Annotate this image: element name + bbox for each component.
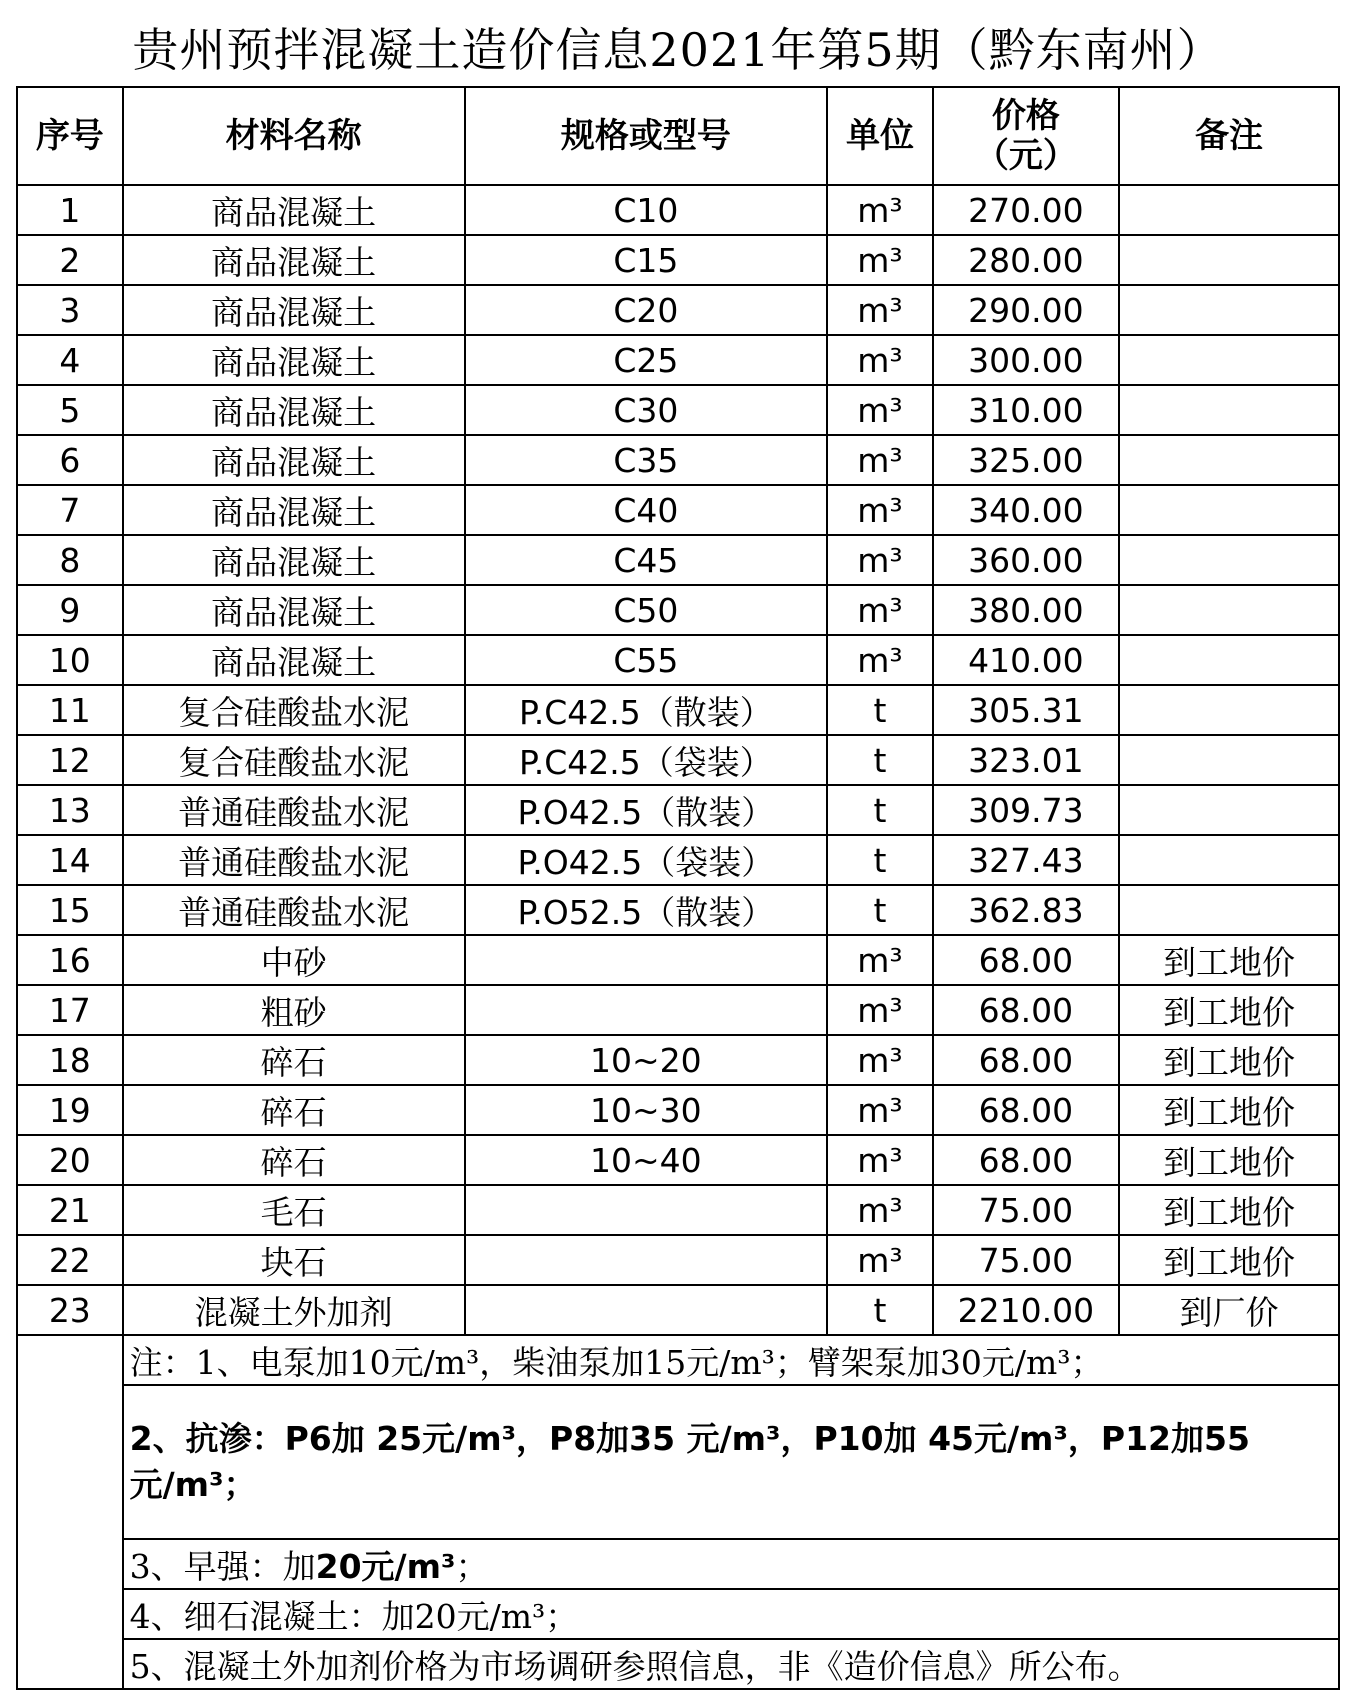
header-spec: 规格或型号 — [465, 87, 828, 185]
cell-no: 15 — [17, 885, 123, 935]
table-row — [17, 685, 1339, 735]
note-blank-cell — [17, 1335, 123, 1689]
cell-price: 309.73 — [933, 785, 1119, 835]
cell-unit: m³ — [827, 1235, 933, 1285]
note-4: 4、细石混凝土：加20元/m³； — [123, 1589, 1339, 1639]
cell-price: 68.00 — [933, 985, 1119, 1035]
cell-remark — [1119, 335, 1339, 385]
cell-unit: m³ — [827, 435, 933, 485]
table-row — [17, 635, 1339, 685]
table-header-row — [17, 87, 1339, 185]
cell-price: 68.00 — [933, 1135, 1119, 1185]
cell-unit: m³ — [827, 635, 933, 685]
cell-price: 270.00 — [933, 185, 1119, 235]
table-row — [17, 235, 1339, 285]
cell-price: 280.00 — [933, 235, 1119, 285]
cell-name: 碎石 — [123, 1135, 465, 1185]
price-table — [16, 86, 1340, 1690]
cell-price: 68.00 — [933, 1035, 1119, 1085]
cell-spec — [465, 1185, 828, 1235]
table-row — [17, 1085, 1339, 1135]
page-title: 贵州预拌混凝土造价信息2021年第5期（黔东南州） — [132, 23, 1224, 77]
cell-unit: m³ — [827, 385, 933, 435]
table-row — [17, 185, 1339, 235]
cell-name: 商品混凝土 — [123, 185, 465, 235]
cell-name: 商品混凝土 — [123, 585, 465, 635]
cell-name: 普通硅酸盐水泥 — [123, 885, 465, 935]
cell-unit: m³ — [827, 335, 933, 385]
note-row — [17, 1539, 1339, 1589]
table-row — [17, 1235, 1339, 1285]
cell-price: 290.00 — [933, 285, 1119, 335]
table-row — [17, 785, 1339, 835]
cell-no: 7 — [17, 485, 123, 535]
cell-remark: 到工地价 — [1119, 1185, 1339, 1235]
cell-remark: 到工地价 — [1119, 1085, 1339, 1135]
cell-no: 2 — [17, 235, 123, 285]
note-row — [17, 1335, 1339, 1385]
cell-name: 中砂 — [123, 935, 465, 985]
cell-price: 305.31 — [933, 685, 1119, 735]
cell-spec — [465, 935, 828, 985]
cell-price: 323.01 — [933, 735, 1119, 785]
cell-remark — [1119, 785, 1339, 835]
cell-no: 17 — [17, 985, 123, 1035]
cell-no: 8 — [17, 535, 123, 585]
cell-unit: m³ — [827, 485, 933, 535]
cell-no: 18 — [17, 1035, 123, 1085]
cell-name: 块石 — [123, 1235, 465, 1285]
cell-remark: 到工地价 — [1119, 935, 1339, 985]
cell-remark: 到工地价 — [1119, 985, 1339, 1035]
cell-name: 普通硅酸盐水泥 — [123, 785, 465, 835]
cell-no: 11 — [17, 685, 123, 735]
cell-unit: m³ — [827, 585, 933, 635]
table-row — [17, 1035, 1339, 1085]
cell-unit: m³ — [827, 535, 933, 585]
cell-name: 碎石 — [123, 1085, 465, 1135]
cell-name: 粗砂 — [123, 985, 465, 1035]
cell-remark: 到厂价 — [1119, 1285, 1339, 1335]
cell-spec — [465, 985, 828, 1035]
cell-remark — [1119, 735, 1339, 785]
cell-unit: m³ — [827, 235, 933, 285]
cell-unit: m³ — [827, 935, 933, 985]
cell-unit: m³ — [827, 1085, 933, 1135]
cell-price: 360.00 — [933, 535, 1119, 585]
cell-remark: 到工地价 — [1119, 1035, 1339, 1085]
cell-no: 6 — [17, 435, 123, 485]
cell-name: 复合硅酸盐水泥 — [123, 685, 465, 735]
table-row — [17, 285, 1339, 335]
table-row — [17, 385, 1339, 435]
cell-unit: m³ — [827, 1135, 933, 1185]
cell-spec: P.O42.5（袋装） — [465, 835, 828, 885]
table-row — [17, 585, 1339, 635]
cell-no: 1 — [17, 185, 123, 235]
header-unit: 单位 — [827, 87, 933, 185]
cell-spec — [465, 1235, 828, 1285]
cell-name: 商品混凝土 — [123, 335, 465, 385]
note-3-prefix: 3、早强：加 — [129, 1546, 316, 1586]
cell-no: 21 — [17, 1185, 123, 1235]
table-row — [17, 885, 1339, 935]
cell-unit: m³ — [827, 1185, 933, 1235]
cell-remark — [1119, 285, 1339, 335]
cell-price: 310.00 — [933, 385, 1119, 435]
note-5: 5、混凝土外加剂价格为市场调研参照信息，非《造价信息》所公布。 — [123, 1639, 1339, 1689]
cell-price: 68.00 — [933, 935, 1119, 985]
cell-name: 商品混凝土 — [123, 635, 465, 685]
cell-spec: C50 — [465, 585, 828, 635]
cell-no: 9 — [17, 585, 123, 635]
cell-remark — [1119, 385, 1339, 435]
cell-unit: t — [827, 685, 933, 735]
cell-unit: t — [827, 885, 933, 935]
cell-spec: C20 — [465, 285, 828, 335]
cell-name: 商品混凝土 — [123, 285, 465, 335]
header-price-line2: （元） — [974, 136, 1077, 176]
cell-unit: m³ — [827, 185, 933, 235]
cell-price: 380.00 — [933, 585, 1119, 635]
cell-no: 5 — [17, 385, 123, 435]
cell-price: 325.00 — [933, 435, 1119, 485]
cell-remark: 到工地价 — [1119, 1135, 1339, 1185]
cell-unit: t — [827, 735, 933, 785]
cell-price: 75.00 — [933, 1235, 1119, 1285]
header-remark: 备注 — [1119, 87, 1339, 185]
note-3-amount: 20元/m³ — [315, 1546, 456, 1586]
cell-no: 13 — [17, 785, 123, 835]
cell-remark — [1119, 885, 1339, 935]
cell-spec: C55 — [465, 635, 828, 685]
cell-remark — [1119, 235, 1339, 285]
note-row — [17, 1589, 1339, 1639]
note-3 — [123, 1539, 1339, 1589]
cell-spec: 10~40 — [465, 1135, 828, 1185]
note-1: 注：1、电泵加10元/m³，柴油泵加15元/m³；臂架泵加30元/m³； — [123, 1335, 1339, 1385]
cell-name: 复合硅酸盐水泥 — [123, 735, 465, 785]
table-row — [17, 485, 1339, 535]
table-row — [17, 835, 1339, 885]
cell-unit: t — [827, 835, 933, 885]
cell-spec: C40 — [465, 485, 828, 535]
table-row — [17, 735, 1339, 785]
cell-price: 340.00 — [933, 485, 1119, 535]
cell-name: 商品混凝土 — [123, 535, 465, 585]
cell-spec: C25 — [465, 335, 828, 385]
cell-price: 327.43 — [933, 835, 1119, 885]
cell-spec: P.O52.5（散装） — [465, 885, 828, 935]
table-row — [17, 985, 1339, 1035]
cell-spec: P.O42.5（散装） — [465, 785, 828, 835]
note-row — [17, 1639, 1339, 1689]
cell-remark: 到工地价 — [1119, 1235, 1339, 1285]
table-row — [17, 1285, 1339, 1335]
cell-remark — [1119, 485, 1339, 535]
cell-spec: C35 — [465, 435, 828, 485]
cell-unit: m³ — [827, 285, 933, 335]
cell-spec: P.C42.5（袋装） — [465, 735, 828, 785]
cell-spec: C30 — [465, 385, 828, 435]
cell-no: 20 — [17, 1135, 123, 1185]
cell-no: 3 — [17, 285, 123, 335]
cell-name: 毛石 — [123, 1185, 465, 1235]
note-row — [17, 1385, 1339, 1539]
cell-name: 商品混凝土 — [123, 485, 465, 535]
note-2: 2、抗渗：P6加 25元/m³，P8加35 元/m³，P10加 45元/m³，P12加55元/m³； — [123, 1385, 1339, 1539]
cell-remark — [1119, 185, 1339, 235]
cell-remark — [1119, 685, 1339, 735]
cell-no: 12 — [17, 735, 123, 785]
cell-price: 2210.00 — [933, 1285, 1119, 1335]
cell-unit: t — [827, 785, 933, 835]
cell-unit: m³ — [827, 1035, 933, 1085]
cell-no: 14 — [17, 835, 123, 885]
cell-spec — [465, 1285, 828, 1335]
header-price — [933, 87, 1119, 185]
cell-spec: 10~20 — [465, 1035, 828, 1085]
note-3-suffix: ； — [455, 1546, 489, 1586]
cell-remark — [1119, 435, 1339, 485]
table-row — [17, 535, 1339, 585]
cell-remark — [1119, 535, 1339, 585]
cell-remark — [1119, 585, 1339, 635]
header-no: 序号 — [17, 87, 123, 185]
cell-price: 410.00 — [933, 635, 1119, 685]
cell-price: 75.00 — [933, 1185, 1119, 1235]
cell-unit: m³ — [827, 985, 933, 1035]
header-price-line1: 价格 — [991, 96, 1060, 136]
cell-price: 300.00 — [933, 335, 1119, 385]
table-row — [17, 1135, 1339, 1185]
cell-name: 混凝土外加剂 — [123, 1285, 465, 1335]
cell-spec: C10 — [465, 185, 828, 235]
header-name: 材料名称 — [123, 87, 465, 185]
cell-no: 23 — [17, 1285, 123, 1335]
cell-remark — [1119, 835, 1339, 885]
table-row — [17, 335, 1339, 385]
cell-name: 碎石 — [123, 1035, 465, 1085]
cell-name: 商品混凝土 — [123, 235, 465, 285]
cell-spec: 10~30 — [465, 1085, 828, 1135]
cell-no: 4 — [17, 335, 123, 385]
cell-name: 商品混凝土 — [123, 385, 465, 435]
cell-spec: C15 — [465, 235, 828, 285]
cell-spec: C45 — [465, 535, 828, 585]
cell-spec: P.C42.5（散装） — [465, 685, 828, 735]
cell-no: 22 — [17, 1235, 123, 1285]
table-row — [17, 935, 1339, 985]
cell-name: 商品混凝土 — [123, 435, 465, 485]
cell-price: 362.83 — [933, 885, 1119, 935]
cell-remark — [1119, 635, 1339, 685]
cell-no: 10 — [17, 635, 123, 685]
cell-no: 16 — [17, 935, 123, 985]
cell-name: 普通硅酸盐水泥 — [123, 835, 465, 885]
cell-no: 19 — [17, 1085, 123, 1135]
cell-price: 68.00 — [933, 1085, 1119, 1135]
table-row — [17, 435, 1339, 485]
table-row — [17, 1185, 1339, 1235]
cell-unit: t — [827, 1285, 933, 1335]
